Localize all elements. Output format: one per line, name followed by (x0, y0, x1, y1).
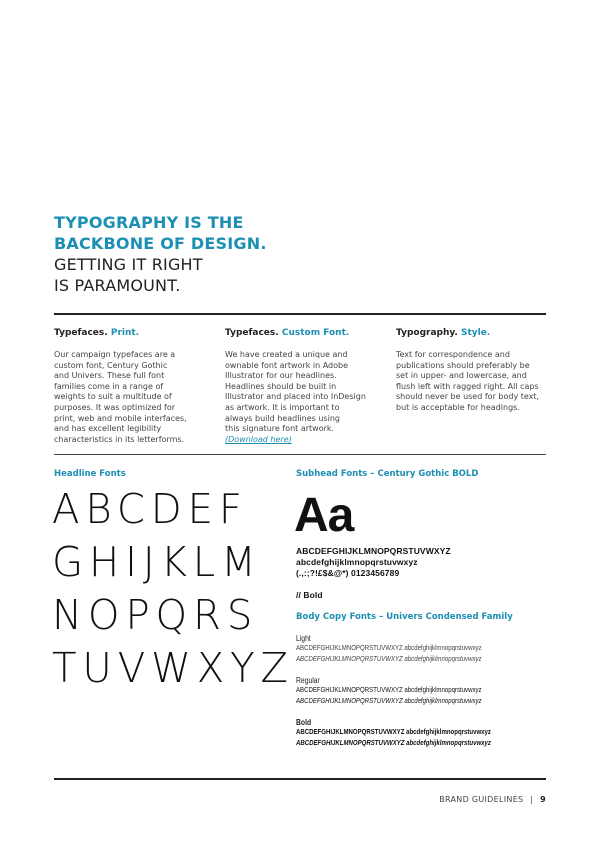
column-custom-font (225, 328, 385, 445)
column-title (54, 328, 214, 338)
footer-separator: | (530, 795, 534, 804)
column-body (225, 350, 385, 445)
body-line: always build headlines using (225, 413, 340, 423)
headline-line-3: GETTING IT RIGHT (54, 255, 203, 274)
specimen-row-4: TUVWXYZ (52, 644, 294, 692)
body-weight-light (296, 634, 522, 664)
lowercase-sample: abcdefghijklmnopqrstuvwxyz (296, 557, 418, 567)
column-title (225, 328, 385, 338)
page-number: 9 (540, 795, 546, 804)
column-title (396, 328, 556, 338)
body-line: characteristics in its letterforms. (54, 434, 185, 444)
column-print (54, 328, 214, 445)
specimen-row-1: ABCDEF (52, 485, 248, 533)
subhead-samples (296, 546, 451, 579)
column-body (54, 350, 214, 445)
column-style (396, 328, 556, 414)
body-line: and Univers. These full font (54, 371, 165, 381)
weight-sample-italic: ABCDEFGHIJKLMNOPQRSTUVWXYZ abcdefghijklmnopqrstuvwxyz (296, 737, 491, 747)
column-title-lead: Typography. (396, 328, 458, 338)
middle-divider (54, 454, 546, 455)
headline-line-4: IS PARAMOUNT. (54, 276, 181, 295)
body-line: families come in a range of (54, 381, 164, 391)
body-line: We have created a unique and (225, 350, 348, 359)
column-body (396, 350, 556, 414)
body-line: and has excellent legibility (54, 424, 162, 434)
uppercase-sample: ABCDEFGHIJKLMNOPQRSTUVWXYZ (296, 546, 451, 556)
body-line: this signature font artwork. (225, 424, 335, 434)
body-line: Our campaign typefaces are a (54, 350, 176, 359)
footer-label: BRAND GUIDELINES (439, 795, 524, 804)
body-line: publications should preferably be (396, 360, 530, 370)
column-title-accent: Custom Font. (281, 328, 350, 338)
body-line: print, web and mobile interfaces, (54, 413, 187, 423)
symbols-sample: (.,:;?!£$&@*) 0123456789 (296, 568, 400, 578)
body-line: but is acceptable for headings. (396, 402, 520, 412)
weight-label: Bold (296, 718, 312, 727)
headline-fonts-label: Headline Fonts (54, 469, 126, 479)
weight-label: Regular (296, 676, 320, 685)
body-line: Headlines should be built in (225, 381, 337, 391)
weight-sample: ABCDEFGHIJKLMNOPQRSTUVWXYZ abcdefghijklmnopqrstuvwxyz (296, 685, 482, 694)
specimen-row-2: GHIJKLM (52, 538, 262, 586)
column-title-accent: Print. (110, 328, 140, 338)
weight-sample: ABCDEFGHIJKLMNOPQRSTUVWXYZ abcdefghijklmnopqrstuvwxyz (296, 727, 491, 736)
weight-sample-italic: ABCDEFGHIJKLMNOPQRSTUVWXYZ abcdefghijklmnopqrstuvwxyz (296, 653, 482, 663)
weight-label: Light (296, 634, 311, 643)
headline-line-2: BACKBONE OF DESIGN. (54, 234, 267, 253)
body-weight-bold (296, 718, 534, 748)
weight-sample-italic: ABCDEFGHIJKLMNOPQRSTUVWXYZ abcdefghijklmnopqrstuvwxyz (296, 695, 482, 705)
bottom-divider (54, 778, 546, 780)
weight-sample: ABCDEFGHIJKLMNOPQRSTUVWXYZ abcdefghijklmnopqrstuvwxyz (296, 643, 482, 652)
body-line: custom font, Century Gothic (54, 360, 168, 370)
body-line: as artwork. It is important to (225, 402, 340, 412)
body-weight-regular (296, 676, 522, 706)
bold-note: // Bold (296, 590, 323, 600)
body-line: should never be used for body text, (396, 392, 540, 402)
headline-line-1: TYPOGRAPHY IS THE (54, 213, 244, 232)
body-line: set in upper- and lowercase, and (396, 371, 527, 381)
column-title-lead: Typefaces. (225, 328, 279, 338)
column-title-lead: Typefaces. (54, 328, 108, 338)
download-link[interactable]: (Download here) (225, 434, 292, 444)
body-line: Illustrator and placed into InDesign (225, 392, 366, 402)
column-title-accent: Style. (460, 328, 491, 338)
body-line: purposes. It was optimized for (54, 402, 176, 412)
aa-specimen: Aa (294, 489, 354, 542)
body-line: Illustrator for our headlines. (225, 371, 337, 381)
page-footer (439, 795, 546, 804)
top-divider (54, 313, 546, 315)
headline-font-specimen (52, 484, 294, 693)
body-line: ownable font artwork in Adobe (225, 360, 349, 370)
body-line: Text for correspondence and (396, 350, 510, 359)
body-fonts-label: Body Copy Fonts – Univers Condensed Family (296, 612, 513, 622)
specimen-row-3: NOPQRS (52, 591, 259, 639)
subhead-fonts-label: Subhead Fonts – Century Gothic BOLD (296, 469, 479, 479)
body-line: flush left with ragged right. All caps (396, 381, 539, 391)
page-headline (54, 212, 354, 296)
body-line: weights to suit a multitude of (54, 392, 172, 402)
